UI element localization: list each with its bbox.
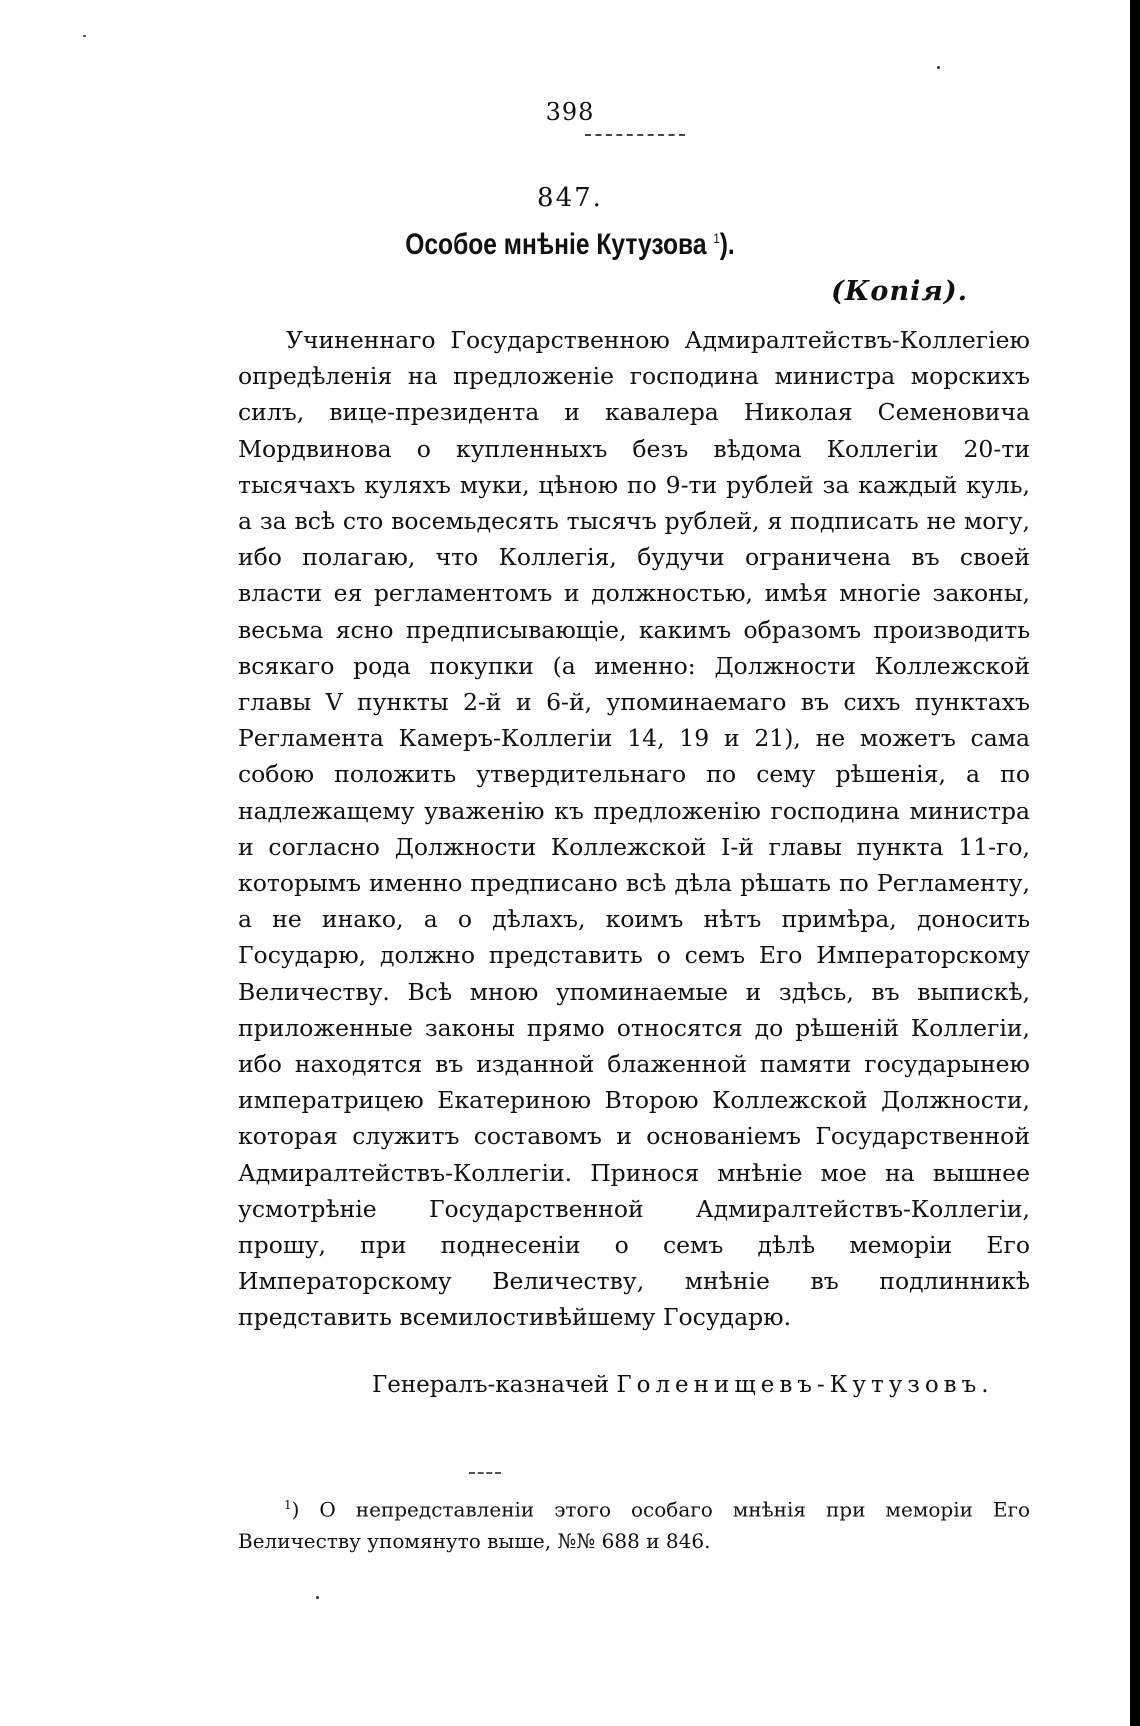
scan-edge [1130, 0, 1140, 1726]
signature-name: Голенищевъ-Кутузовъ. [616, 1372, 994, 1398]
copy-note: (Копія). [831, 276, 968, 307]
title-suffix: ). [719, 228, 735, 261]
scan-speck [83, 35, 86, 37]
signature-title: Генералъ-казначей [372, 1372, 610, 1398]
footnote [238, 1490, 1030, 1557]
footnote-marker: 1 [284, 1498, 292, 1512]
scan-speck [937, 66, 940, 69]
page-number: 398 [545, 98, 595, 126]
document-title [103, 228, 1038, 262]
footnote-reference: 1 [713, 230, 720, 246]
footnote-separator [469, 1472, 501, 1474]
signature [372, 1372, 994, 1398]
document-number: 847. [537, 183, 603, 213]
footnote-text: ) О непредставленіи этого особаго мнѣнія при меморіи Его Величеству упомянуто выше, №№ 688 и 846. [238, 1497, 1030, 1553]
page-number-rule [585, 134, 685, 136]
document-title-text: Особое мнѣніе Кутузова [405, 228, 707, 261]
body-paragraph: Учиненнаго Государственною Адмиралтействъ-Коллегіею опредѣленія на предложеніе господина министра морскихъ силъ, вице-президента и кавалера Николая Семеновича Мордвинова о купленныхъ безъ вѣдома Коллегіи 20-ти тысячахъ куляхъ муки, цѣною по 9-ти рублей за каждый куль, а за всѣ сто восемьдесять тысячъ рублей, я подписать не могу, ибо полагаю, что Коллегія, будучи ограничена въ своей власти ея регламентомъ и должностью, имѣя многіе законы, весьма ясно предписывающіе, какимъ образомъ производить всякаго рода покупки (а именно: Должности Коллежской главы V пункты 2-й и 6-й, упоминаемаго въ сихъ пунктахъ Регламента Камеръ-Коллегіи 14, 19 и 21), не можетъ сама собою положить утвердительнаго по сему рѣшенія, а по надлежащему уваженію къ предложенію господина министра и согласно Должности Коллежской I-й главы пункта 11-го, которымъ именно предписано всѣ дѣла рѣшать по Регламенту, а не инако, а о дѣлахъ, коимъ нѣтъ примѣра, доносить Государю, должно представить о семъ Его Императорскому Величеству. Всѣ мною упоминаемые и здѣсь, въ выпискѣ, приложенные законы прямо относятся до рѣшеній Коллегіи, ибо находятся въ изданной блаженной памяти государынею императрицею Екатериною Второю Коллежской Должности, которая служитъ составомъ и основаніемъ Государственной Адмиралтействъ-Коллегіи. Принося мнѣніе мое на вышнее усмотрѣніе Государственной Адмиралтействъ-Коллегіи, прошу, при поднесеніи о семъ дѣлѣ меморіи Его Императорскому Величеству, мнѣніе въ подлинникѣ представить всемилостивѣйшему Государю. [238, 326, 1030, 1332]
scan-speck [316, 1596, 319, 1599]
